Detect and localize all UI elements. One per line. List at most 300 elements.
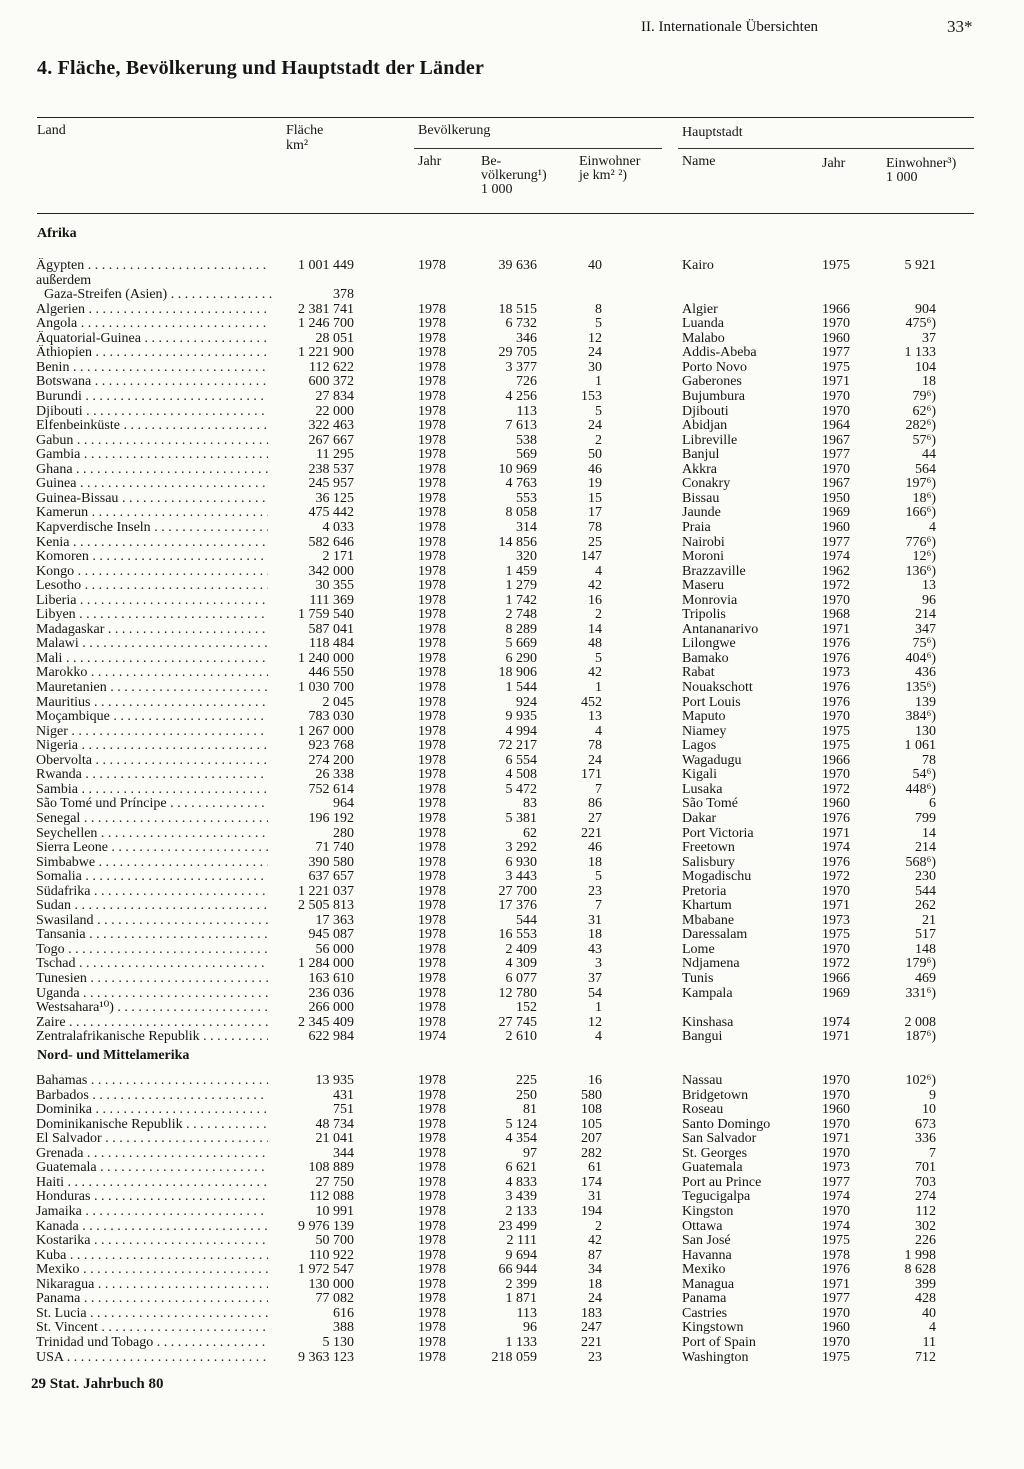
hauptstadt-name: Lusaka [682,781,723,797]
flaeche: 446 550 [308,665,354,681]
bevoelkerung: 113 [516,1305,537,1321]
bevoelkerung: 544 [516,912,537,928]
table-row [0,855,1024,870]
table-row [0,1248,1024,1263]
bev-jahr: 1978 [418,854,446,870]
bevoelkerung: 113 [516,403,537,419]
flaeche: 2 505 813 [298,898,354,914]
hauptstadt-name: Kingston [682,1204,734,1219]
hauptstadt-name: Algier [682,301,718,317]
hauptstadt-einwohner: 102⁶) [905,1073,936,1088]
einwohner-je-km2: 183 [581,1305,602,1321]
flaeche: 600 372 [308,374,354,390]
table-row [0,1320,1024,1335]
table-row [0,840,1024,855]
einwohner-je-km2: 4 [595,563,602,579]
hauptstadt-einwohner: 197⁶) [905,476,936,492]
bev-jahr: 1978 [418,447,446,463]
flaeche: 9 363 123 [298,1349,354,1365]
einwohner-je-km2: 54 [588,985,602,1001]
hauptstadt-einwohner: 331⁶) [905,985,936,1001]
hauptstadt-einwohner: 75⁶) [912,636,936,652]
hauptstadt-name: Brazzaville [682,563,746,579]
hauptstadt-einwohner: 1 133 [904,345,936,361]
flaeche: 322 463 [308,418,354,434]
flaeche: 1 246 700 [298,316,354,332]
flaeche: 28 051 [315,330,354,346]
hauptstadt-einwohner: 214 [915,840,936,855]
einwohner-je-km2: 46 [588,840,602,855]
hauptstadt-jahr: 1970 [822,316,850,332]
bev-jahr: 1978 [418,301,446,317]
bevoelkerung: 16 553 [498,927,537,943]
land-name: Madagaskar . . . [36,622,268,637]
table-row [0,884,1024,899]
bev-jahr: 1978 [418,1233,446,1248]
flaeche: 77 082 [315,1291,354,1307]
hauptstadt-jahr: 1966 [822,752,850,768]
bevoelkerung: 553 [516,490,537,506]
hauptstadt-jahr: 1976 [822,810,850,826]
bevoelkerung: 1 544 [505,680,537,695]
hauptstadt-jahr: 1978 [822,1247,850,1263]
flaeche: 582 646 [308,534,354,550]
land-name: Burundi . . . [36,389,268,404]
land-name: Guinea . . . [36,476,268,491]
table-row [0,1219,1024,1234]
hauptstadt-einwohner: 469 [915,971,936,986]
bevoelkerung: 14 856 [498,534,537,550]
bevoelkerung: 4 354 [505,1131,537,1147]
hauptstadt-einwohner: 703 [915,1174,936,1190]
hauptstadt-name: Monrovia [682,592,738,608]
hauptstadt-name: Port Louis [682,694,741,710]
einwohner-je-km2: 23 [588,883,602,899]
hauptstadt-jahr: 1967 [822,432,850,448]
bev-jahr: 1978 [418,403,446,419]
hauptstadt-einwohner: 399 [915,1276,936,1292]
bevoelkerung: 4 833 [505,1174,537,1190]
einwohner-je-km2: 40 [588,258,602,273]
flaeche: 923 768 [308,738,354,754]
einwohner-je-km2: 1 [595,374,602,390]
hauptstadt-name: Jaunde [682,505,721,521]
land-name: Zaire . . . [36,1015,268,1030]
table-row [0,1073,1024,1088]
bev-jahr: 1978 [418,1218,446,1234]
table-row [0,665,1024,680]
flaeche: 245 957 [308,476,354,492]
hauptstadt-jahr: 1971 [822,1131,850,1147]
bevoelkerung: 1 279 [505,578,537,594]
land-name: Kongo . . . [36,564,268,579]
hauptstadt-jahr: 1970 [822,1204,850,1219]
flaeche: 111 369 [309,592,354,608]
hauptstadt-einwohner: 776⁶) [905,534,936,550]
einwohner-je-km2: 18 [588,927,602,943]
bev-jahr: 1978 [418,1000,446,1016]
hauptstadt-einwohner: 13 [922,578,936,594]
bev-jahr: 1978 [418,825,446,841]
bev-jahr: 1978 [418,1291,446,1307]
land-name: Nikaragua . . . [36,1277,268,1292]
einwohner-je-km2: 221 [581,1334,602,1350]
flaeche: 17 363 [315,912,354,928]
hauptstadt-name: Abidjan [682,418,728,434]
bev-jahr: 1978 [418,956,446,972]
hauptstadt-einwohner: 226 [915,1233,936,1248]
table-row [0,738,1024,753]
bev-jahr: 1978 [418,941,446,957]
bevoelkerung: 9 935 [505,709,537,724]
einwohner-je-km2: 105 [581,1116,602,1132]
land-name: Moçambique . . . [36,709,268,724]
hauptstadt-name: Nairobi [682,534,725,550]
bevoelkerung: 29 705 [498,345,537,361]
hauptstadt-einwohner: 1 998 [904,1247,936,1263]
einwohner-je-km2: 2 [595,607,602,623]
table-row [0,433,1024,448]
einwohner-je-km2: 282 [581,1145,602,1161]
einwohner-je-km2: 171 [581,767,602,783]
table-row [0,782,1024,797]
bev-jahr: 1978 [418,359,446,375]
bevoelkerung: 6 290 [505,650,537,666]
bev-jahr: 1978 [418,840,446,855]
hauptstadt-einwohner: 96 [922,592,936,608]
bevoelkerung: 4 309 [505,956,537,972]
einwohner-je-km2: 2 [595,1218,602,1234]
einwohner-je-km2: 24 [588,1291,602,1307]
table-row [0,724,1024,739]
land-name: Simbabwe . . . [36,855,268,870]
bev-jahr: 1978 [418,418,446,434]
hauptstadt-name: Kinshasa [682,1014,734,1030]
einwohner-je-km2: 87 [588,1247,602,1263]
section-heading: Afrika [37,226,77,241]
table-row [0,418,1024,433]
hauptstadt-jahr: 1971 [822,898,850,914]
bev-jahr: 1978 [418,330,446,346]
einwohner-je-km2: 7 [595,898,602,914]
table-row [0,1117,1024,1132]
flaeche: 266 000 [308,1000,354,1016]
bev-jahr: 1978 [418,1116,446,1132]
table-row [0,1131,1024,1146]
table-row [0,505,1024,520]
hauptstadt-jahr: 1970 [822,1145,850,1161]
hauptstadt-jahr: 1973 [822,665,850,681]
land-name: Dominikanische Republik . . . [36,1117,268,1132]
page-number: 33* [947,17,973,36]
hauptstadt-jahr: 1977 [822,447,850,463]
table-row [0,593,1024,608]
hauptstadt-jahr: 1976 [822,1262,850,1278]
hauptstadt-einwohner: 336 [915,1131,936,1147]
hauptstadt-einwohner: 78 [922,752,936,768]
bevoelkerung: 225 [516,1073,537,1088]
hauptstadt-einwohner: 5 921 [904,258,936,273]
hauptstadt-einwohner: 18 [922,374,936,390]
footer: 29 Stat. Jahrbuch 80 [31,1376,164,1392]
flaeche: 112 088 [309,1189,354,1205]
hauptstadt-name: Nouakschott [682,680,753,695]
hauptstadt-jahr: 1977 [822,1291,850,1307]
bev-jahr: 1978 [418,883,446,899]
bevoelkerung: 4 508 [505,767,537,783]
flaeche: 196 192 [308,810,354,826]
hauptstadt-name: Khartum [682,898,732,914]
hauptstadt-jahr: 1971 [822,621,850,637]
table-row [0,1146,1024,1161]
table-row [0,389,1024,404]
hauptstadt-name: Tegucigalpa [682,1189,751,1205]
hauptstadt-einwohner: 21 [922,912,936,928]
flaeche: 945 087 [308,927,354,943]
land-name: Seychellen . . . [36,826,268,841]
land-name: USA . . . [36,1350,268,1365]
land-name: Elfenbeinküste . . . [36,418,268,433]
hauptstadt-einwohner: 130 [915,723,936,739]
bevoelkerung: 2 399 [505,1276,537,1292]
hauptstadt-name: Bissau [682,490,720,506]
hauptstadt-jahr: 1970 [822,461,850,477]
bev-jahr: 1978 [418,912,446,928]
einwohner-je-km2: 3 [595,956,602,972]
hauptstadt-jahr: 1975 [822,359,850,375]
hauptstadt-jahr: 1964 [822,418,850,434]
table-row [0,331,1024,346]
einwohner-je-km2: 34 [588,1262,602,1278]
table-row [0,302,1024,317]
table-row [0,404,1024,419]
bev-jahr: 1978 [418,578,446,594]
table-row [0,564,1024,579]
hauptstadt-name: Akkra [682,461,717,477]
table-row [0,549,1024,564]
hauptstadt-jahr: 1960 [822,519,850,535]
col-jahr: Jahr [418,154,442,169]
table-row [0,360,1024,375]
flaeche: 342 000 [308,563,354,579]
hauptstadt-einwohner: 148 [915,941,936,957]
hauptstadt-jahr: 1960 [822,1102,850,1118]
bevoelkerung: 5 472 [505,781,537,797]
hauptstadt-name: Mexiko [682,1262,726,1278]
flaeche: 752 614 [308,781,354,797]
hauptstadt-jahr: 1968 [822,607,850,623]
bev-jahr: 1978 [418,1102,446,1118]
land-name: Obervolta . . . [36,753,268,768]
flaeche: 1 284 000 [298,956,354,972]
hauptstadt-name: Ndjamena [682,956,740,972]
hauptstadt-einwohner: 79⁶) [912,389,936,404]
bevoelkerung: 10 969 [498,461,537,477]
bevoelkerung: 1 459 [505,563,537,579]
hauptstadt-einwohner: 2 008 [904,1014,936,1030]
land-name: Tunesien . . . [36,971,268,986]
table-row [0,1015,1024,1030]
bev-jahr: 1978 [418,592,446,608]
bev-jahr: 1978 [418,1073,446,1088]
hauptstadt-jahr: 1971 [822,374,850,390]
bev-jahr: 1978 [418,810,446,826]
hauptstadt-name: Tripolis [682,607,726,623]
einwohner-je-km2: 15 [588,490,602,506]
flaeche: 112 622 [309,359,354,375]
hauptstadt-einwohner: 262 [915,898,936,914]
hauptstadt-einwohner: 135⁶) [905,680,936,695]
flaeche: 36 125 [315,490,354,506]
hauptstadt-name: Dakar [682,810,717,826]
bevoelkerung: 81 [523,1102,537,1118]
hauptstadt-jahr: 1973 [822,1160,850,1176]
bevoelkerung: 9 694 [505,1247,537,1263]
running-header: II. Internationale Übersichten [641,19,819,35]
bev-jahr: 1978 [418,869,446,885]
einwohner-je-km2: 12 [588,330,602,346]
hauptstadt-name: Wagadugu [682,752,742,768]
col-einwohner-km2: Einwohner je km² ²) [579,154,641,183]
bev-jahr: 1978 [418,563,446,579]
hauptstadt-name: Daressalam [682,927,748,943]
table-row [0,956,1024,971]
einwohner-je-km2: 50 [588,447,602,463]
bev-jahr: 1978 [418,1145,446,1161]
table-row [0,1088,1024,1103]
land-name: Gaza-Streifen (Asien) . . . [44,287,276,302]
table-row [0,535,1024,550]
bev-jahr: 1978 [418,767,446,783]
hauptstadt-name: Bangui [682,1029,723,1045]
bevoelkerung: 2 610 [505,1029,537,1045]
hauptstadt-einwohner: 274 [915,1189,936,1205]
einwohner-je-km2: 153 [581,389,602,404]
hauptstadt-jahr: 1975 [822,738,850,754]
bevoelkerung: 27 700 [498,883,537,899]
bevoelkerung: 12 780 [498,985,537,1001]
land-name: Kostarika . . . [36,1233,268,1248]
einwohner-je-km2: 5 [595,403,602,419]
einwohner-je-km2: 31 [588,912,602,928]
einwohner-je-km2: 24 [588,345,602,361]
land-name: Libyen . . . [36,607,268,622]
flaeche: 1 972 547 [298,1262,354,1278]
table-row [0,1000,1024,1015]
land-name: Rwanda . . . [36,767,268,782]
hauptstadt-einwohner: 40 [922,1305,936,1321]
hauptstadt-name: Nassau [682,1073,723,1088]
flaeche: 587 041 [308,621,354,637]
land-name: St. Vincent . . . [36,1320,268,1335]
land-name: Äquatorial-Guinea . . . [36,331,268,346]
bev-jahr: 1978 [418,1160,446,1176]
flaeche: 1 001 449 [298,258,354,273]
einwohner-je-km2: 247 [581,1320,602,1336]
bev-jahr: 1978 [418,1262,446,1278]
hauptstadt-name: Santo Domingo [682,1116,771,1132]
col-flaeche: Fläche [286,123,324,138]
hauptstadt-name: Luanda [682,316,724,332]
table-row [0,578,1024,593]
land-name: Kenia . . . [36,535,268,550]
hauptstadt-name: Mbabane [682,912,735,928]
land-name: Niger . . . [36,724,268,739]
hauptstadt-einwohner: 282⁶) [905,418,936,434]
hauptstadt-jahr: 1975 [822,723,850,739]
land-name: Angola . . . [36,316,268,331]
hauptstadt-einwohner: 4 [929,519,936,535]
bev-jahr: 1978 [418,345,446,361]
einwohner-je-km2: 580 [581,1087,602,1103]
hauptstadt-name: Managua [682,1276,735,1292]
table-row [0,1189,1024,1204]
table-row [0,1335,1024,1350]
einwohner-je-km2: 25 [588,534,602,550]
hauptstadt-name: Rabat [682,665,715,681]
hauptstadt-jahr: 1967 [822,476,850,492]
flaeche: 431 [333,1087,354,1103]
bev-jahr: 1978 [418,258,446,273]
einwohner-je-km2: 452 [581,694,602,710]
flaeche: 118 484 [309,636,354,652]
bevoelkerung: 6 621 [505,1160,537,1176]
flaeche: 236 036 [308,985,354,1001]
bev-jahr: 1978 [418,621,446,637]
einwohner-je-km2: 8 [595,301,602,317]
flaeche: 783 030 [308,709,354,724]
hauptstadt-einwohner: 136⁶) [905,563,936,579]
flaeche: 1 030 700 [298,680,354,695]
flaeche: 27 834 [315,389,354,404]
hauptstadt-jahr: 1970 [822,389,850,404]
bevoelkerung: 346 [516,330,537,346]
hauptstadt-name: Pretoria [682,883,727,899]
flaeche: 1 267 000 [298,723,354,739]
hauptstadt-jahr: 1970 [822,767,850,783]
flaeche: 48 734 [315,1116,354,1132]
flaeche: 1 759 540 [298,607,354,623]
hauptstadt-name: Lagos [682,738,717,754]
hauptstadt-jahr: 1969 [822,985,850,1001]
land-name: Tschad . . . [36,956,268,971]
table-row [0,651,1024,666]
flaeche: 388 [333,1320,354,1336]
bevoelkerung: 924 [516,694,537,710]
einwohner-je-km2: 5 [595,869,602,885]
bev-jahr: 1978 [418,723,446,739]
bevoelkerung: 4 256 [505,389,537,404]
hauptstadt-name: Tunis [682,971,714,986]
hauptstadt-name: San José [682,1233,731,1248]
bevoelkerung: 2 111 [506,1233,537,1248]
flaeche: 163 610 [308,971,354,986]
hauptstadt-jahr: 1976 [822,694,850,710]
einwohner-je-km2: 1 [595,680,602,695]
bevoelkerung: 6 554 [505,752,537,768]
table-row [0,316,1024,331]
table-row [0,811,1024,826]
hauptstadt-jahr: 1976 [822,854,850,870]
hauptstadt-name: Bujumbura [682,389,745,404]
hauptstadt-einwohner: 564 [915,461,936,477]
hauptstadt-name: Bridgetown [682,1087,749,1103]
hauptstadt-jahr: 1976 [822,680,850,695]
flaeche: 280 [333,825,354,841]
bev-jahr: 1978 [418,389,446,404]
einwohner-je-km2: 78 [588,738,602,754]
table-row [0,622,1024,637]
